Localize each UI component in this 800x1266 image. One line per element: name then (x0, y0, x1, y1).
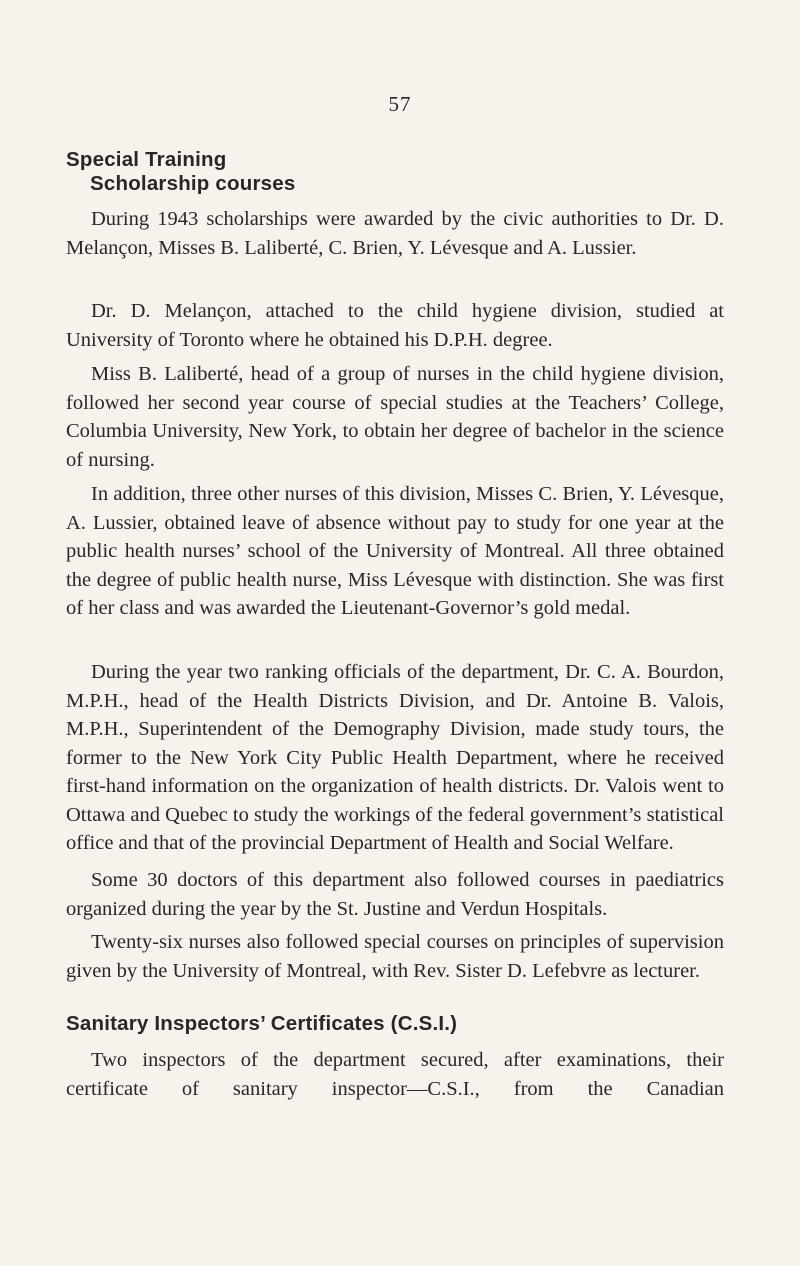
heading-sanitary-inspectors: Sanitary Inspectors’ Certificates (C.S.I.) (66, 1012, 458, 1035)
paragraph-study-tours: During the year two ranking officials of the department, Dr. C. A. Bourdon, M.P.H., head of the Health Districts Division, and Dr. Antoine B. Valois, M.P.H., Superintendent of the Demography Division, made study tours, the former to the New York City Public Health Department, where he received first-hand information on the organization of health districts. Dr. Valois went to Ottawa and Quebec to study the workings of the federal government’s statistical office and that of the provincial Department of Health and Social Welfare. (66, 661, 724, 854)
paragraph-supervision-courses: Twenty-six nurses also followed special courses on principles of supervision given by the University of Montreal, with Rev. Sister D. Lefebvre as lecturer. (66, 931, 724, 982)
paragraph-scholarships-awarded: During 1943 scholarships were awarded by the civic authorities to Dr. D. Melançon, Misses B. Laliberté, C. Brien, Y. Lévesque and A. Lussier. (66, 208, 724, 259)
paragraph-paediatrics-courses: Some 30 doctors of this department also followed courses in paediatrics organized during the year by the St. Justine and Verdun Hospitals. (66, 869, 724, 920)
page-number: 57 (388, 92, 412, 116)
heading-special-training: Special Training (66, 148, 227, 171)
paragraph-inspectors-certificate: Two inspectors of the department secured, after examinations, their certificate of sanitary inspector—C.S.I., from the Canadian (66, 1049, 724, 1100)
paragraph-melancon: Dr. D. Melançon, attached to the child hygiene division, studied at University of Toronto where he obtained his D.P.H. degree. (66, 300, 724, 351)
heading-scholarship-courses: Scholarship courses (90, 172, 296, 195)
paragraph-laliberte: Miss B. Laliberté, head of a group of nurses in the child hygiene division, followed her second year course of special studies at the Teachers’ College, Columbia University, New York, to obtain her degree of bachelor in the science of nursing. (66, 363, 724, 471)
paragraph-other-nurses: In addition, three other nurses of this division, Misses C. Brien, Y. Lévesque, A. Lussier, obtained leave of absence without pay to study for one year at the public health nurses’ school of the University of Montreal. All three obtained the degree of public health nurse, Miss Lévesque with distinction. She was first of her class and was awarded the Lieutenant-Governor’s gold medal. (66, 483, 724, 619)
